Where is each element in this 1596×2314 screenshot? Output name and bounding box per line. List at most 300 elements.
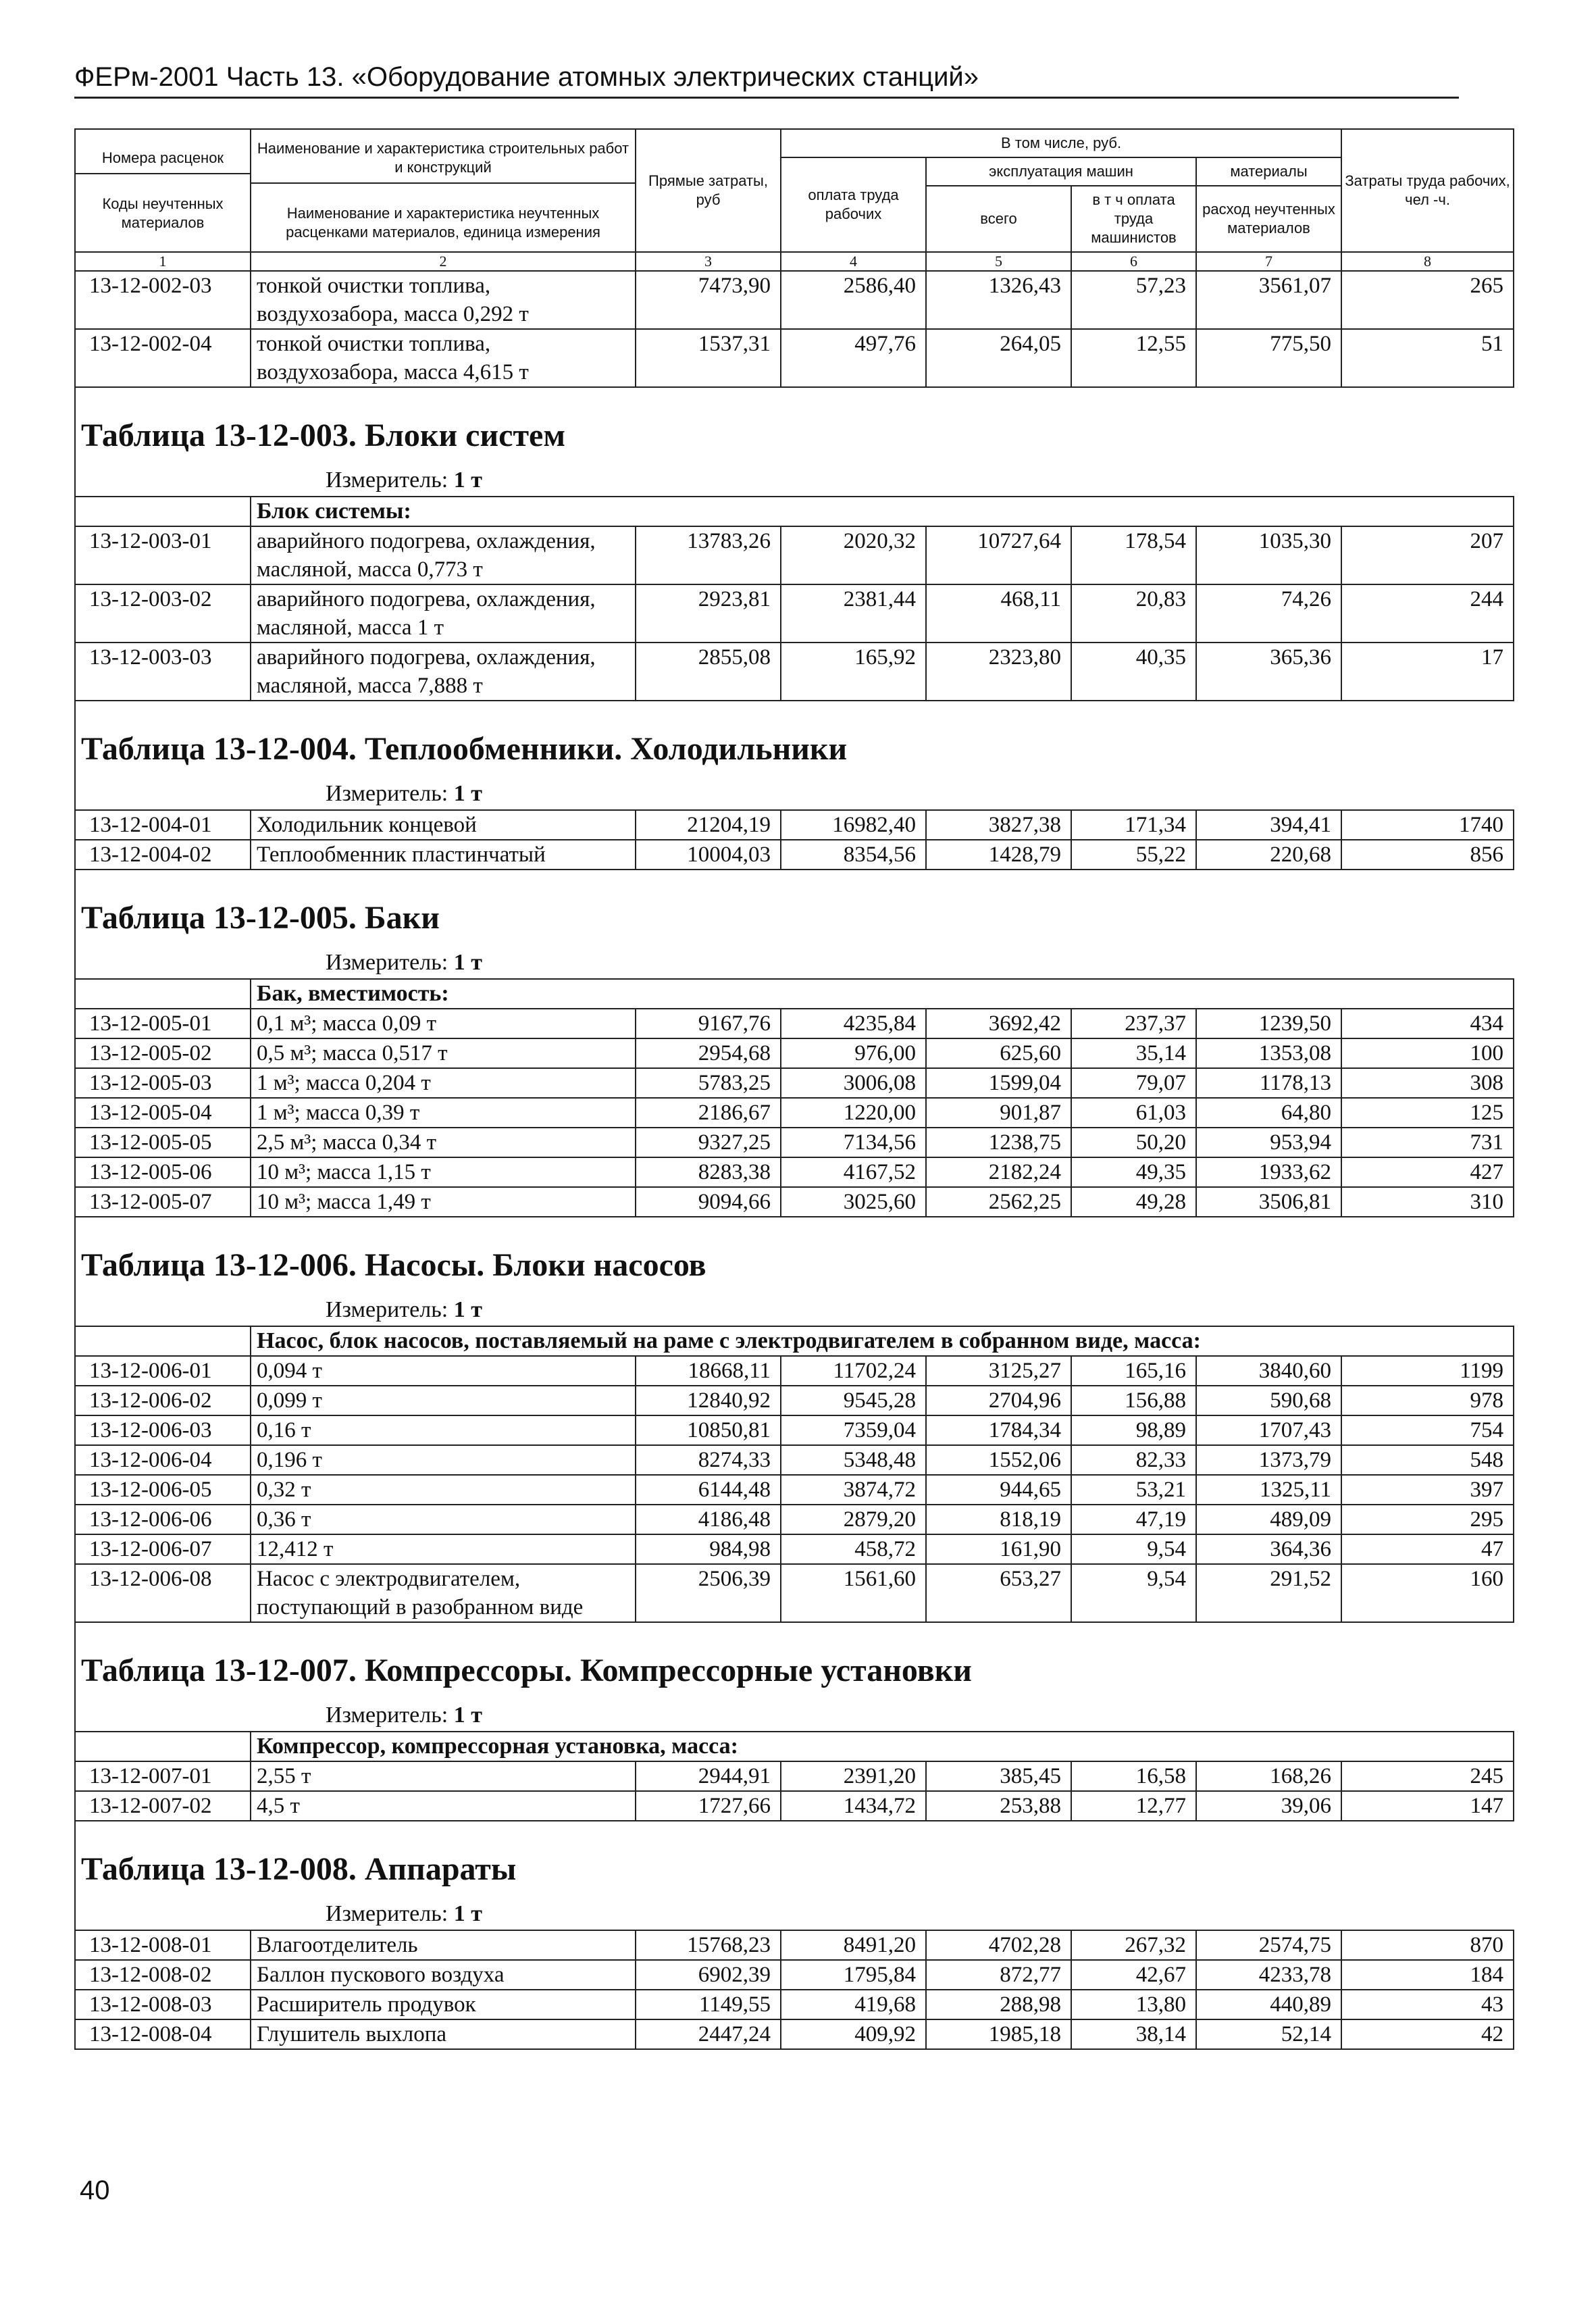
rate-name: Влагоотделитель bbox=[251, 1930, 636, 1960]
rate-value: 21204,19 bbox=[636, 810, 781, 840]
table-row bbox=[75, 1791, 1514, 1821]
section-title: Таблица 13-12-006. Насосы. Блоки насосов bbox=[75, 1217, 1514, 1294]
rate-code: 13-12-006-02 bbox=[75, 1386, 251, 1415]
rate-value: 2586,40 bbox=[781, 271, 926, 329]
table-row bbox=[75, 1505, 1514, 1534]
rate-value: 978 bbox=[1341, 1386, 1514, 1415]
column-header-total: всего bbox=[926, 186, 1071, 252]
rate-value: 590,68 bbox=[1196, 1386, 1341, 1415]
rate-value: 434 bbox=[1341, 1009, 1514, 1038]
rate-value: 3125,27 bbox=[926, 1356, 1071, 1386]
meter-row bbox=[75, 947, 1514, 979]
rate-value: 245 bbox=[1341, 1761, 1514, 1791]
table-row bbox=[75, 1038, 1514, 1068]
rate-code: 13-12-003-02 bbox=[75, 584, 251, 643]
column-number: 1 bbox=[75, 252, 251, 271]
rate-value: 397 bbox=[1341, 1475, 1514, 1505]
rate-code: 13-12-008-02 bbox=[75, 1960, 251, 1990]
rate-code: 13-12-008-04 bbox=[75, 2019, 251, 2049]
rate-value: 2954,68 bbox=[636, 1038, 781, 1068]
rate-value: 11702,24 bbox=[781, 1356, 926, 1386]
rate-value: 16982,40 bbox=[781, 810, 926, 840]
meter-row bbox=[75, 778, 1514, 810]
table-row bbox=[75, 2019, 1514, 2049]
rate-value: 3006,08 bbox=[781, 1068, 926, 1098]
rate-value: 74,26 bbox=[1196, 584, 1341, 643]
rate-value: 1325,11 bbox=[1196, 1475, 1341, 1505]
rate-value: 2182,24 bbox=[926, 1157, 1071, 1187]
rate-value: 1434,72 bbox=[781, 1791, 926, 1821]
rate-value: 3692,42 bbox=[926, 1009, 1071, 1038]
rate-name: Теплообменник пластинчатый bbox=[251, 840, 636, 870]
rate-value: 385,45 bbox=[926, 1761, 1071, 1791]
rate-value: 427 bbox=[1341, 1157, 1514, 1187]
group-label: Бак, вместимость: bbox=[251, 979, 1514, 1009]
rate-value: 953,94 bbox=[1196, 1128, 1341, 1157]
rate-value: 1795,84 bbox=[781, 1960, 926, 1990]
rate-value: 984,98 bbox=[636, 1534, 781, 1564]
rate-value: 2944,91 bbox=[636, 1761, 781, 1791]
rate-value: 901,87 bbox=[926, 1098, 1071, 1128]
meter-label: Измеритель: bbox=[326, 1703, 448, 1728]
rate-value: 7134,56 bbox=[781, 1128, 926, 1157]
meter-label: Измеритель: bbox=[326, 468, 448, 493]
rate-name: 2,5 м³; масса 0,34 т bbox=[251, 1128, 636, 1157]
rate-value: 43 bbox=[1341, 1990, 1514, 2019]
rate-name: 0,36 т bbox=[251, 1505, 636, 1534]
table-row bbox=[75, 643, 1514, 701]
table-row bbox=[75, 584, 1514, 643]
rate-value: 51 bbox=[1341, 329, 1514, 387]
rate-value: 3827,38 bbox=[926, 810, 1071, 840]
rate-value: 168,26 bbox=[1196, 1761, 1341, 1791]
rate-value: 16,58 bbox=[1071, 1761, 1196, 1791]
rate-name: 1 м³; масса 0,204 т bbox=[251, 1068, 636, 1098]
rate-name: 0,16 т bbox=[251, 1415, 636, 1445]
section-title: Таблица 13-12-007. Компрессоры. Компрессорные установки bbox=[75, 1622, 1514, 1700]
table-body bbox=[75, 252, 1514, 2049]
rate-value: 440,89 bbox=[1196, 1990, 1341, 2019]
rate-value: 8283,38 bbox=[636, 1157, 781, 1187]
rate-value: 264,05 bbox=[926, 329, 1071, 387]
meter-value: 1 т bbox=[453, 1901, 482, 1926]
rate-code: 13-12-004-02 bbox=[75, 840, 251, 870]
group-spacer bbox=[75, 979, 251, 1009]
rate-value: 2506,39 bbox=[636, 1564, 781, 1622]
rates-document bbox=[74, 128, 1513, 2050]
table-row bbox=[75, 1187, 1514, 1217]
meter-label: Измеритель: bbox=[326, 1901, 448, 1926]
column-header-wages: оплата труда рабочих bbox=[781, 157, 926, 252]
rate-value: 64,80 bbox=[1196, 1098, 1341, 1128]
rate-value: 3506,81 bbox=[1196, 1187, 1341, 1217]
rate-value: 35,14 bbox=[1071, 1038, 1196, 1068]
group-row bbox=[75, 1732, 1514, 1761]
table-row bbox=[75, 1445, 1514, 1475]
table-row bbox=[75, 1564, 1514, 1622]
table-row bbox=[75, 271, 1514, 329]
rate-name: 0,099 т bbox=[251, 1386, 636, 1415]
rate-value: 1599,04 bbox=[926, 1068, 1071, 1098]
rate-value: 10004,03 bbox=[636, 840, 781, 870]
rate-value: 12,55 bbox=[1071, 329, 1196, 387]
group-row bbox=[75, 497, 1514, 526]
table-row bbox=[75, 329, 1514, 387]
section-title: Таблица 13-12-005. Баки bbox=[75, 870, 1514, 947]
rate-value: 3840,60 bbox=[1196, 1356, 1341, 1386]
rate-name: 0,32 т bbox=[251, 1475, 636, 1505]
column-numbers-row bbox=[75, 252, 1514, 271]
rate-name: аварийного подогрева, охлаждения, масляной, масса 7,888 т bbox=[251, 643, 636, 701]
rate-value: 1238,75 bbox=[926, 1128, 1071, 1157]
rate-value: 944,65 bbox=[926, 1475, 1071, 1505]
rate-value: 870 bbox=[1341, 1930, 1514, 1960]
meter-value: 1 т bbox=[453, 1703, 482, 1728]
rate-name: 2,55 т bbox=[251, 1761, 636, 1791]
rate-name: 4,5 т bbox=[251, 1791, 636, 1821]
rate-value: 9094,66 bbox=[636, 1187, 781, 1217]
meter-row bbox=[75, 1700, 1514, 1732]
rate-value: 9,54 bbox=[1071, 1534, 1196, 1564]
rate-value: 1178,13 bbox=[1196, 1068, 1341, 1098]
meter bbox=[75, 1294, 1514, 1326]
rate-value: 468,11 bbox=[926, 584, 1071, 643]
rate-value: 4186,48 bbox=[636, 1505, 781, 1534]
rate-value: 489,09 bbox=[1196, 1505, 1341, 1534]
group-label: Компрессор, компрессорная установка, масса: bbox=[251, 1732, 1514, 1761]
rate-code: 13-12-006-05 bbox=[75, 1475, 251, 1505]
column-number: 8 bbox=[1341, 252, 1514, 271]
rate-value: 2020,32 bbox=[781, 526, 926, 584]
rate-value: 13783,26 bbox=[636, 526, 781, 584]
rate-value: 47,19 bbox=[1071, 1505, 1196, 1534]
rate-value: 52,14 bbox=[1196, 2019, 1341, 2049]
column-header-operators: в т ч оплата труда машинистов bbox=[1071, 186, 1196, 252]
rate-value: 12840,92 bbox=[636, 1386, 781, 1415]
rate-value: 42 bbox=[1341, 2019, 1514, 2049]
rate-name: тонкой очистки топлива, воздухозабора, масса 4,615 т bbox=[251, 329, 636, 387]
column-header-labor: Затраты труда рабочих, чел -ч. bbox=[1341, 129, 1514, 252]
rate-value: 419,68 bbox=[781, 1990, 926, 2019]
meter-label: Измеритель: bbox=[326, 950, 448, 975]
rate-name: Холодильник концевой bbox=[251, 810, 636, 840]
rate-code: 13-12-003-01 bbox=[75, 526, 251, 584]
rate-value: 147 bbox=[1341, 1791, 1514, 1821]
rate-value: 9327,25 bbox=[636, 1128, 781, 1157]
meter-row bbox=[75, 465, 1514, 497]
rate-value: 156,88 bbox=[1071, 1386, 1196, 1415]
section-title: Таблица 13-12-003. Блоки систем bbox=[75, 387, 1514, 465]
rate-value: 160 bbox=[1341, 1564, 1514, 1622]
rate-value: 548 bbox=[1341, 1445, 1514, 1475]
rate-value: 10727,64 bbox=[926, 526, 1071, 584]
rate-value: 308 bbox=[1341, 1068, 1514, 1098]
rate-value: 1784,34 bbox=[926, 1415, 1071, 1445]
meter-value: 1 т bbox=[453, 1297, 482, 1322]
rate-value: 4233,78 bbox=[1196, 1960, 1341, 1990]
rate-value: 98,89 bbox=[1071, 1415, 1196, 1445]
rate-value: 2855,08 bbox=[636, 643, 781, 701]
rate-code: 13-12-002-03 bbox=[75, 271, 251, 329]
rate-value: 237,37 bbox=[1071, 1009, 1196, 1038]
rate-value: 2562,25 bbox=[926, 1187, 1071, 1217]
rate-value: 9167,76 bbox=[636, 1009, 781, 1038]
rate-value: 13,80 bbox=[1071, 1990, 1196, 2019]
rate-value: 394,41 bbox=[1196, 810, 1341, 840]
rate-value: 2391,20 bbox=[781, 1761, 926, 1791]
rate-value: 497,76 bbox=[781, 329, 926, 387]
table-row bbox=[75, 1157, 1514, 1187]
rate-value: 49,28 bbox=[1071, 1187, 1196, 1217]
rate-value: 253,88 bbox=[926, 1791, 1071, 1821]
meter bbox=[75, 1700, 1514, 1732]
rate-value: 1727,66 bbox=[636, 1791, 781, 1821]
rate-value: 1149,55 bbox=[636, 1990, 781, 2019]
rate-value: 2323,80 bbox=[926, 643, 1071, 701]
rate-value: 1985,18 bbox=[926, 2019, 1071, 2049]
rate-code: 13-12-003-03 bbox=[75, 643, 251, 701]
table-row bbox=[75, 1068, 1514, 1098]
rate-value: 856 bbox=[1341, 840, 1514, 870]
rate-value: 1373,79 bbox=[1196, 1445, 1341, 1475]
rate-value: 161,90 bbox=[926, 1534, 1071, 1564]
rate-value: 267,32 bbox=[1071, 1930, 1196, 1960]
rate-value: 7359,04 bbox=[781, 1415, 926, 1445]
section-title-row bbox=[75, 387, 1514, 465]
rate-value: 47 bbox=[1341, 1534, 1514, 1564]
rate-value: 1707,43 bbox=[1196, 1415, 1341, 1445]
rate-value: 5348,48 bbox=[781, 1445, 926, 1475]
rate-value: 53,21 bbox=[1071, 1475, 1196, 1505]
rate-value: 165,92 bbox=[781, 643, 926, 701]
rate-value: 244 bbox=[1341, 584, 1514, 643]
rate-code: 13-12-005-07 bbox=[75, 1187, 251, 1217]
group-row bbox=[75, 1326, 1514, 1356]
rate-value: 3025,60 bbox=[781, 1187, 926, 1217]
rate-value: 12,77 bbox=[1071, 1791, 1196, 1821]
rate-value: 1199 bbox=[1341, 1356, 1514, 1386]
meter-value: 1 т bbox=[453, 468, 482, 493]
rate-value: 754 bbox=[1341, 1415, 1514, 1445]
rate-code: 13-12-008-01 bbox=[75, 1930, 251, 1960]
rate-name: Расширитель продувок bbox=[251, 1990, 636, 2019]
table-row bbox=[75, 810, 1514, 840]
rate-value: 17 bbox=[1341, 643, 1514, 701]
table-row bbox=[75, 1356, 1514, 1386]
section-title: Таблица 13-12-008. Аппараты bbox=[75, 1821, 1514, 1898]
rate-value: 1740 bbox=[1341, 810, 1514, 840]
rate-value: 165,16 bbox=[1071, 1356, 1196, 1386]
rate-code: 13-12-008-03 bbox=[75, 1990, 251, 2019]
rate-name: Глушитель выхлопа bbox=[251, 2019, 636, 2049]
rate-code: 13-12-007-02 bbox=[75, 1791, 251, 1821]
rate-value: 288,98 bbox=[926, 1990, 1071, 2019]
page-header: ФЕРм-2001 Часть 13. «Оборудование атомных электрических станций» bbox=[74, 62, 1459, 99]
rate-code: 13-12-004-01 bbox=[75, 810, 251, 840]
rate-code: 13-12-006-04 bbox=[75, 1445, 251, 1475]
rate-value: 872,77 bbox=[926, 1960, 1071, 1990]
column-header-name: Наименование и характеристика строительных работ и конструкций Наименование и характеристика неучтенных расценками материалов, единица измерения bbox=[251, 129, 636, 252]
rate-code: 13-12-006-01 bbox=[75, 1356, 251, 1386]
meter-row bbox=[75, 1294, 1514, 1326]
rate-value: 2186,67 bbox=[636, 1098, 781, 1128]
rate-value: 8354,56 bbox=[781, 840, 926, 870]
rate-value: 1220,00 bbox=[781, 1098, 926, 1128]
rate-value: 82,33 bbox=[1071, 1445, 1196, 1475]
rate-value: 61,03 bbox=[1071, 1098, 1196, 1128]
rate-value: 1552,06 bbox=[926, 1445, 1071, 1475]
rate-value: 2923,81 bbox=[636, 584, 781, 643]
rate-value: 15768,23 bbox=[636, 1930, 781, 1960]
rate-value: 6902,39 bbox=[636, 1960, 781, 1990]
rate-value: 55,22 bbox=[1071, 840, 1196, 870]
rate-value: 8491,20 bbox=[781, 1930, 926, 1960]
table-row bbox=[75, 840, 1514, 870]
rate-value: 38,14 bbox=[1071, 2019, 1196, 2049]
rate-value: 220,68 bbox=[1196, 840, 1341, 870]
rate-code: 13-12-006-06 bbox=[75, 1505, 251, 1534]
rate-code: 13-12-002-04 bbox=[75, 329, 251, 387]
rate-value: 49,35 bbox=[1071, 1157, 1196, 1187]
section-title-row bbox=[75, 1217, 1514, 1294]
meter bbox=[75, 465, 1514, 497]
rate-value: 18668,11 bbox=[636, 1356, 781, 1386]
column-number: 5 bbox=[926, 252, 1071, 271]
column-number: 3 bbox=[636, 252, 781, 271]
rate-value: 295 bbox=[1341, 1505, 1514, 1534]
rate-code: 13-12-005-01 bbox=[75, 1009, 251, 1038]
section-title-row bbox=[75, 870, 1514, 947]
rate-value: 4167,52 bbox=[781, 1157, 926, 1187]
rate-value: 1561,60 bbox=[781, 1564, 926, 1622]
rate-value: 9545,28 bbox=[781, 1386, 926, 1415]
section-title-row bbox=[75, 1821, 1514, 1898]
group-row bbox=[75, 979, 1514, 1009]
rate-value: 5783,25 bbox=[636, 1068, 781, 1098]
rate-value: 42,67 bbox=[1071, 1960, 1196, 1990]
column-header-direct-costs: Прямые затраты, руб bbox=[636, 129, 781, 252]
table-row bbox=[75, 1534, 1514, 1564]
rate-value: 4702,28 bbox=[926, 1930, 1071, 1960]
meter-label: Измеритель: bbox=[326, 1297, 448, 1322]
column-number: 4 bbox=[781, 252, 926, 271]
rate-code: 13-12-006-03 bbox=[75, 1415, 251, 1445]
rate-value: 458,72 bbox=[781, 1534, 926, 1564]
rate-value: 39,06 bbox=[1196, 1791, 1341, 1821]
table-row bbox=[75, 1960, 1514, 1990]
rate-value: 775,50 bbox=[1196, 329, 1341, 387]
rate-name: Насос с электродвигателем, поступающий в разобранном виде bbox=[251, 1564, 636, 1622]
section-title: Таблица 13-12-004. Теплообменники. Холодильники bbox=[75, 701, 1514, 778]
rate-value: 2381,44 bbox=[781, 584, 926, 643]
rate-value: 8274,33 bbox=[636, 1445, 781, 1475]
table-row bbox=[75, 1009, 1514, 1038]
table-row bbox=[75, 1475, 1514, 1505]
rate-value: 818,19 bbox=[926, 1505, 1071, 1534]
rate-value: 1353,08 bbox=[1196, 1038, 1341, 1068]
rate-value: 2879,20 bbox=[781, 1505, 926, 1534]
rate-code: 13-12-007-01 bbox=[75, 1761, 251, 1791]
rate-value: 3561,07 bbox=[1196, 271, 1341, 329]
rate-value: 625,60 bbox=[926, 1038, 1071, 1068]
column-header-including: В том числе, руб. bbox=[781, 129, 1341, 157]
rate-name: 10 м³; масса 1,15 т bbox=[251, 1157, 636, 1187]
page-number: 40 bbox=[80, 2175, 110, 2205]
table-row bbox=[75, 1990, 1514, 2019]
rate-value: 6144,48 bbox=[636, 1475, 781, 1505]
column-number: 2 bbox=[251, 252, 636, 271]
rate-value: 2574,75 bbox=[1196, 1930, 1341, 1960]
rates-table bbox=[74, 128, 1514, 2050]
table-row bbox=[75, 526, 1514, 584]
rate-code: 13-12-006-08 bbox=[75, 1564, 251, 1622]
rate-value: 364,36 bbox=[1196, 1534, 1341, 1564]
column-header-machines: эксплуатация машин bbox=[926, 157, 1196, 186]
rate-value: 1428,79 bbox=[926, 840, 1071, 870]
section-title-row bbox=[75, 1622, 1514, 1700]
group-spacer bbox=[75, 497, 251, 526]
rate-name: тонкой очистки топлива, воздухозабора, масса 0,292 т bbox=[251, 271, 636, 329]
rate-value: 3874,72 bbox=[781, 1475, 926, 1505]
rate-value: 1035,30 bbox=[1196, 526, 1341, 584]
rate-value: 2704,96 bbox=[926, 1386, 1071, 1415]
meter-row bbox=[75, 1898, 1514, 1930]
rate-name: 0,5 м³; масса 0,517 т bbox=[251, 1038, 636, 1068]
column-header-material-use: расход неучтенных материалов bbox=[1196, 186, 1341, 252]
rate-name: аварийного подогрева, охлаждения, масляной, масса 0,773 т bbox=[251, 526, 636, 584]
rate-name: 1 м³; масса 0,39 т bbox=[251, 1098, 636, 1128]
column-number: 6 bbox=[1071, 252, 1196, 271]
rate-code: 13-12-005-04 bbox=[75, 1098, 251, 1128]
rate-value: 57,23 bbox=[1071, 271, 1196, 329]
group-label: Насос, блок насосов, поставляемый на раме с электродвигателем в собранном виде, масса: bbox=[251, 1326, 1514, 1356]
meter-value: 1 т bbox=[453, 950, 482, 975]
table-row bbox=[75, 1415, 1514, 1445]
rate-value: 20,83 bbox=[1071, 584, 1196, 643]
rate-name: аварийного подогрева, охлаждения, масляной, масса 1 т bbox=[251, 584, 636, 643]
rate-value: 1933,62 bbox=[1196, 1157, 1341, 1187]
rate-code: 13-12-006-07 bbox=[75, 1534, 251, 1564]
group-label: Блок системы: bbox=[251, 497, 1514, 526]
rate-value: 1326,43 bbox=[926, 271, 1071, 329]
table-header bbox=[75, 129, 1514, 252]
meter-label: Измеритель: bbox=[326, 781, 448, 806]
meter bbox=[75, 1898, 1514, 1930]
rate-value: 1537,31 bbox=[636, 329, 781, 387]
rate-value: 50,20 bbox=[1071, 1128, 1196, 1157]
rate-name: Баллон пускового воздуха bbox=[251, 1960, 636, 1990]
rate-name: 12,412 т bbox=[251, 1534, 636, 1564]
rate-value: 79,07 bbox=[1071, 1068, 1196, 1098]
rate-value: 653,27 bbox=[926, 1564, 1071, 1622]
rate-value: 207 bbox=[1341, 526, 1514, 584]
rate-name: 0,196 т bbox=[251, 1445, 636, 1475]
column-header-materials: материалы bbox=[1196, 157, 1341, 186]
rate-value: 1239,50 bbox=[1196, 1009, 1341, 1038]
rate-value: 9,54 bbox=[1071, 1564, 1196, 1622]
rate-code: 13-12-005-03 bbox=[75, 1068, 251, 1098]
rate-name: 0,094 т bbox=[251, 1356, 636, 1386]
table-row bbox=[75, 1761, 1514, 1791]
group-spacer bbox=[75, 1326, 251, 1356]
rate-value: 2447,24 bbox=[636, 2019, 781, 2049]
rate-value: 125 bbox=[1341, 1098, 1514, 1128]
rate-value: 184 bbox=[1341, 1960, 1514, 1990]
rate-value: 731 bbox=[1341, 1128, 1514, 1157]
table-row bbox=[75, 1098, 1514, 1128]
rate-value: 4235,84 bbox=[781, 1009, 926, 1038]
rate-value: 310 bbox=[1341, 1187, 1514, 1217]
